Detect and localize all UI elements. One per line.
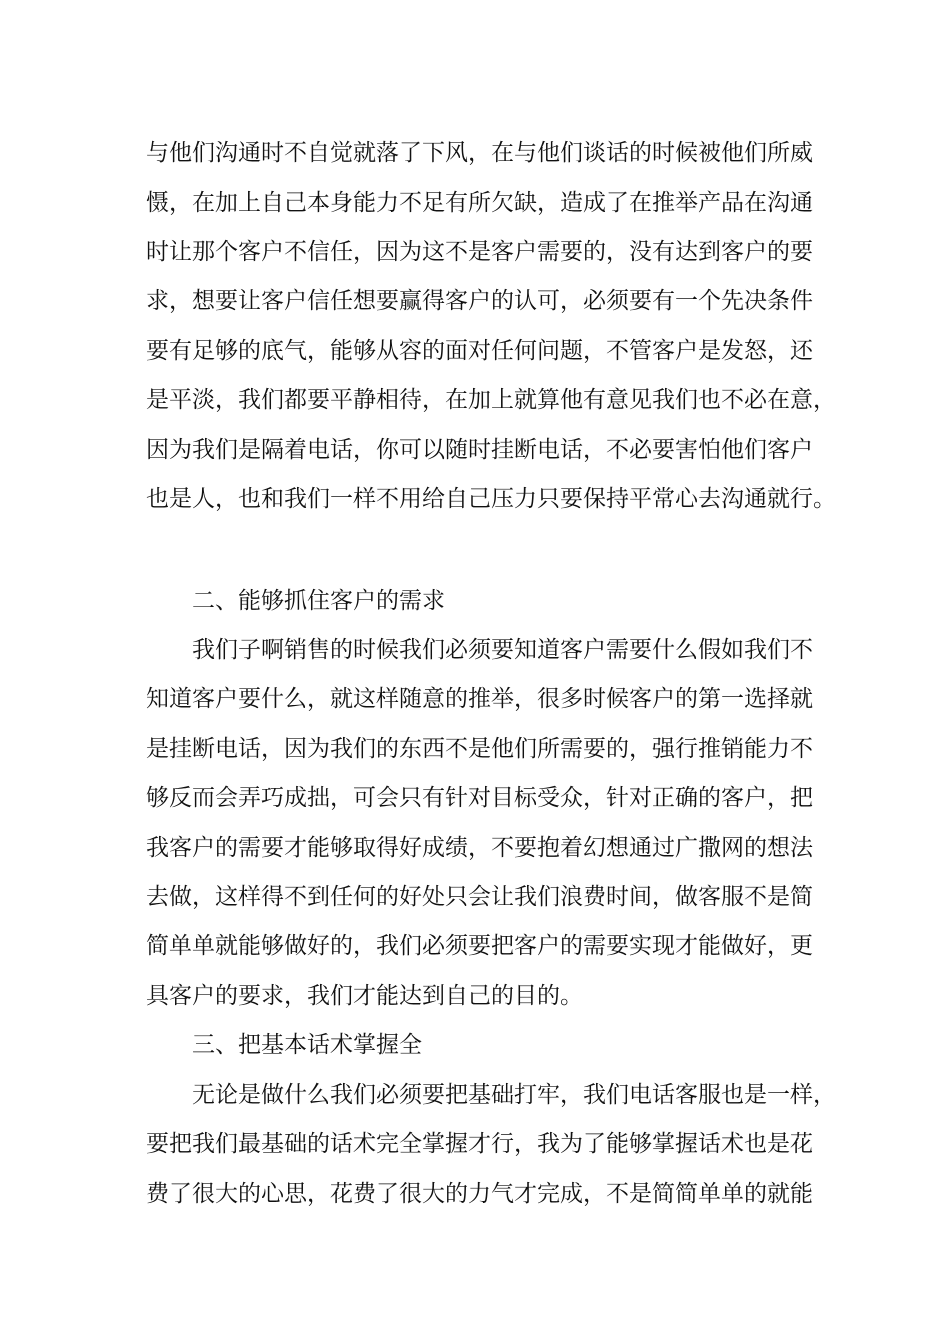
paragraph-1-line: 时让那个客户不信任，因为这不是客户需要的，没有达到客户的要 <box>146 239 813 265</box>
paragraph-3-line: 要把我们最基础的话术完全掌握才行，我为了能够掌握话术也是花 <box>146 1131 813 1157</box>
paragraph-3-line: 费了很大的心思，花费了很大的力气才完成，不是简简单单的就能 <box>146 1181 813 1207</box>
paragraph-2-line: 我客户的需要才能够取得好成绩，不要抱着幻想通过广撒网的想法 <box>146 835 813 861</box>
paragraph-1-line: 也是人，也和我们一样不用给自己压力只要保持平常心去沟通就行。 <box>146 486 836 512</box>
section-heading-2: 二、能够抓住客户的需求 <box>192 588 445 614</box>
paragraph-3-line: 无论是做什么我们必须要把基础打牢，我们电话客服也是一样， <box>192 1082 836 1108</box>
paragraph-2-line: 简单单就能够做好的，我们必须要把客户的需要实现才能做好，更 <box>146 933 813 959</box>
paragraph-2-line: 够反而会弄巧成拙，可会只有针对目标受众，针对正确的客户，把 <box>146 785 813 811</box>
paragraph-1-line: 与他们沟通时不自觉就落了下风，在与他们谈话的时候被他们所威 <box>146 140 813 166</box>
paragraph-1-line: 是平淡，我们都要平静相待，在加上就算他有意见我们也不必在意， <box>146 387 836 413</box>
paragraph-1-line: 慑，在加上自己本身能力不足有所欠缺，造成了在推举产品在沟通 <box>146 190 813 216</box>
paragraph-2-line: 去做，这样得不到任何的好处只会让我们浪费时间，做客服不是简 <box>146 884 813 910</box>
paragraph-2-line: 知道客户要什么，就这样随意的推举，很多时候客户的第一选择就 <box>146 686 813 712</box>
paragraph-2-line: 具客户的要求，我们才能达到自己的目的。 <box>146 983 583 1009</box>
paragraph-1-line: 求，想要让客户信任想要赢得客户的认可，必须要有一个先决条件 <box>146 288 813 314</box>
paragraph-2-line: 我们子啊销售的时候我们必须要知道客户需要什么假如我们不 <box>192 637 813 663</box>
paragraph-1-line: 要有足够的底气，能够从容的面对任何问题，不管客户是发怒，还 <box>146 338 813 364</box>
paragraph-2-line: 是挂断电话，因为我们的东西不是他们所需要的，强行推销能力不 <box>146 736 813 762</box>
paragraph-1-line: 因为我们是隔着电话，你可以随时挂断电话，不必要害怕他们客户 <box>146 437 813 463</box>
section-heading-3: 三、把基本话术掌握全 <box>192 1032 422 1058</box>
